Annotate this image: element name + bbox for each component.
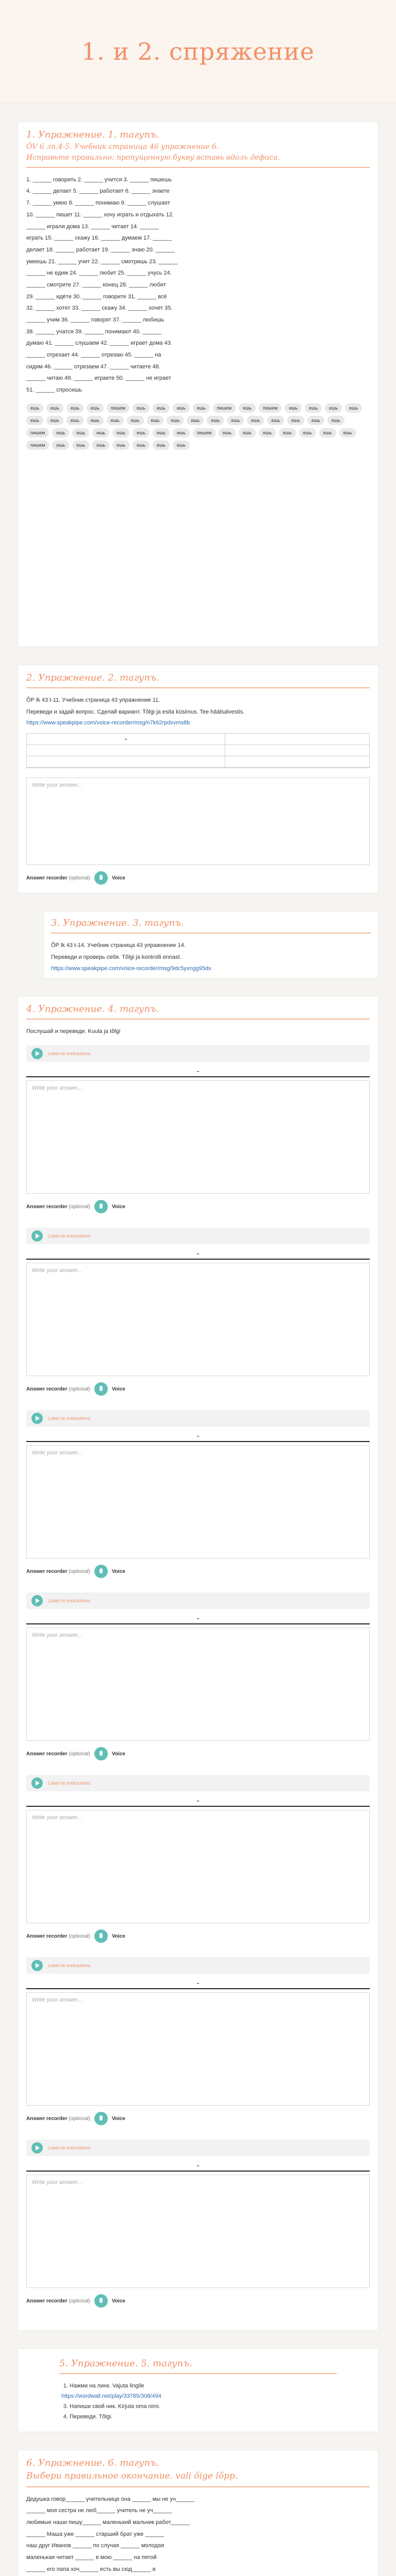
- play-icon[interactable]: [31, 1595, 43, 1606]
- answer-input[interactable]: Write your answer...: [26, 1628, 370, 1741]
- divider: [59, 2373, 337, 2374]
- voice-label: Voice: [111, 1933, 125, 1939]
- divider-line: [26, 1806, 370, 1807]
- text-line: ______ его папа хоч______ есть вы сюд______ в: [26, 2566, 156, 2572]
- dash-marker: -: [196, 2161, 200, 2171]
- word-chip[interactable]: ишь: [173, 403, 190, 413]
- word-chip[interactable]: ешь: [305, 403, 322, 413]
- step-link[interactable]: https://wordwall.net/play/33785/308/494: [61, 2393, 161, 2400]
- word-chip[interactable]: ешь: [239, 403, 256, 413]
- word-chip[interactable]: ешь: [193, 403, 210, 413]
- word-chip[interactable]: ешь: [112, 428, 129, 437]
- microphone-icon[interactable]: [94, 1747, 108, 1760]
- exercise-5-steps: [59, 2381, 337, 2422]
- exercise-6: [18, 2450, 378, 2576]
- word-chip[interactable]: ешь: [72, 440, 89, 450]
- answer-recorder: [26, 871, 370, 885]
- dash-marker: -: [196, 1067, 200, 1076]
- play-icon[interactable]: [31, 1413, 43, 1424]
- recorder-label-text: Answer recorder: [26, 1386, 68, 1392]
- exercise-6-text: [26, 2495, 370, 2576]
- exercise-4-blocks: [26, 1045, 370, 2308]
- recorder-label: [26, 1386, 90, 1392]
- exercise-1-subtitle-2: Исправьте правильно: пропущенную букву вставь вдоль дефиса.: [26, 153, 280, 162]
- table-row[interactable]: [27, 756, 369, 768]
- exercise-6-title: 6. Упражнение. 6. тагупъ.: [26, 2457, 159, 2468]
- play-icon[interactable]: [31, 1960, 43, 1971]
- audio-player: [26, 1228, 370, 1244]
- word-chip[interactable]: ешь: [339, 428, 356, 437]
- word-chip[interactable]: ешь: [325, 403, 342, 413]
- worksheet-content: [0, 103, 396, 2576]
- microphone-icon[interactable]: [94, 871, 108, 885]
- listening-block: [26, 2140, 370, 2308]
- exercise-3-instruction-2: Переведи и проверь себя. Tõlgi ja kontrolli ennast.: [51, 954, 182, 961]
- text-line: думаю 41. ______ слушаем 42. ______ играет дома 43.: [26, 340, 172, 347]
- word-chip[interactable]: ешь: [52, 428, 69, 437]
- word-chip[interactable]: ешь: [259, 428, 276, 437]
- step-item: 4. Переведи. Tõlgi.: [70, 2412, 337, 2422]
- recorder-optional: (optional): [69, 2115, 90, 2122]
- table-cell[interactable]: [27, 756, 225, 767]
- answer-input[interactable]: Write your answer...: [26, 2175, 370, 2288]
- dash-marker: -: [196, 1249, 200, 1259]
- listening-block: [26, 1045, 370, 1213]
- exercise-2-instruction-2: Переведи и задай вопрос. Сделай вариант. Tõlgi ja esita küsimus. Tee häälsalvestis.: [26, 708, 245, 715]
- recorder-label: [26, 875, 90, 881]
- recorder-label-text: Answer recorder: [26, 1568, 68, 1574]
- audio-player: [26, 2140, 370, 2156]
- recorder-label: [26, 1569, 90, 1574]
- recorder-label-text: Answer recorder: [26, 1933, 68, 1939]
- word-chip[interactable]: ешь: [46, 416, 63, 425]
- table-head-cell: -: [27, 734, 225, 744]
- listening-block: [26, 1957, 370, 2125]
- recorder-label-text: Answer recorder: [26, 875, 68, 881]
- answer-input[interactable]: Write your answer...: [26, 1263, 370, 1376]
- word-chip[interactable]: ешь: [219, 428, 236, 437]
- text-line: сидим 46. ______ отрезаем 47. ______ читаете 48.: [26, 363, 160, 370]
- table-head: [27, 734, 369, 745]
- audio-label: Listen to instructions: [48, 1598, 91, 1604]
- answer-recorder: [26, 2112, 370, 2125]
- text-line: делает 18. ______ работает 19. ______ знаю 20. ______: [26, 246, 175, 253]
- microphone-icon[interactable]: [94, 1200, 108, 1213]
- divider: [51, 933, 371, 934]
- text-line: играть 15. ______ скажу 16. ______ думаем 17. ______: [26, 235, 172, 242]
- word-chip[interactable]: ишь: [92, 428, 109, 437]
- dash-marker: -: [196, 1432, 200, 1441]
- text-line: ______ смотрите 27. ______ конец 28. ______ любит: [26, 281, 167, 288]
- recorder-optional: (optional): [69, 1933, 90, 1939]
- word-chip[interactable]: ешь: [52, 440, 69, 450]
- word-chip[interactable]: ишь: [285, 403, 302, 413]
- word-chip[interactable]: ишь: [187, 416, 204, 425]
- table-row[interactable]: [27, 745, 369, 756]
- audio-player: [26, 1410, 370, 1427]
- listening-block: [26, 1592, 370, 1760]
- text-line: ______ играли дома 13. ______ читает 14. ______: [26, 223, 159, 230]
- word-chip[interactable]: ешь: [26, 403, 43, 413]
- recorder-label-text: Answer recorder: [26, 1204, 68, 1210]
- audio-label: Listen to instructions: [48, 1051, 91, 1057]
- text-line: ______ учим 36. ______ говорят 37. ______ любишь: [26, 317, 164, 324]
- exercise-3-frame: [43, 911, 378, 978]
- listening-block: [26, 1410, 370, 1578]
- word-chip[interactable]: ешь: [133, 428, 150, 437]
- audio-player: [26, 1775, 370, 1791]
- table-head-cell-empty: [225, 734, 369, 744]
- exercise-4-title: 4. Упражнение. 4. тагупъ.: [26, 1003, 159, 1014]
- divider: [26, 687, 370, 688]
- exercise-2-instruction-1: ÕP lk 43 t-11. Учебник страница 43 упражнение 11.: [26, 697, 160, 703]
- word-chip[interactable]: ишь: [173, 428, 190, 437]
- text-line: ______ Маша уже ______ старший брат уже ______: [26, 2531, 164, 2537]
- recorder-label: [26, 1751, 90, 1757]
- text-line: 51. ______ спросишь: [26, 387, 82, 394]
- divider-line: [26, 1623, 370, 1624]
- answer-recorder: [26, 1382, 370, 1396]
- recorder-optional: (optional): [69, 2298, 90, 2304]
- voice-label: Voice: [111, 1568, 125, 1574]
- exercise-1-word-bank: [26, 403, 370, 450]
- text-line: наш друг Иванов ______ по случая ______ молодая: [26, 2543, 164, 2549]
- exercise-5: [18, 2348, 378, 2432]
- voice-label: Voice: [111, 875, 125, 881]
- voice-label: Voice: [111, 2298, 125, 2304]
- answer-input[interactable]: Write your answer...: [26, 1080, 370, 1194]
- divider-line: [26, 1259, 370, 1260]
- exercise-5-title: 5. Упражнение. 5. тагупъ.: [59, 2358, 192, 2369]
- play-icon[interactable]: [31, 1048, 43, 1059]
- page-header: [0, 0, 396, 103]
- text-line: ______ моя сестра не люб______ учитель не уч______: [26, 2507, 172, 2514]
- voice-label: Voice: [111, 1751, 125, 1757]
- text-line: умеешь 21. ______ учит 22. ______ смотришь 23. ______: [26, 258, 178, 265]
- word-chip[interactable]: ешь: [67, 416, 84, 425]
- word-chip[interactable]: ешь: [87, 403, 104, 413]
- word-chip[interactable]: ишь: [87, 416, 104, 425]
- play-icon[interactable]: [31, 2142, 43, 2154]
- recorder-label-text: Answer recorder: [26, 2115, 68, 2122]
- word-chip[interactable]: ешь: [167, 416, 184, 425]
- word-chip[interactable]: ешь: [345, 403, 362, 413]
- word-chip[interactable]: ешь: [279, 428, 296, 437]
- audio-label: Listen to instructions: [48, 1781, 91, 1786]
- exercise-3-instruction-1: ÕP lk 43 t-14. Учебник страница 43 упражнение 14.: [51, 942, 186, 949]
- divider: [26, 2486, 370, 2487]
- word-chip[interactable]: ешь: [173, 440, 190, 450]
- listening-block: [26, 1228, 370, 1396]
- text-line: Дедушка говор______ учительнице она ______ мы не уч______: [26, 2496, 195, 2502]
- text-line: 10. ______ пишет 11. ______ хочу играть и отдыхать 12.: [26, 211, 174, 218]
- recorder-optional: (optional): [69, 1568, 90, 1574]
- text-line: 32. ______ хотят 33. ______ скажу 34. ______ хочет 35.: [26, 305, 173, 312]
- answer-input[interactable]: Write your answer...: [26, 1992, 370, 2106]
- dash-marker: -: [196, 1979, 200, 1988]
- microphone-icon[interactable]: [94, 1382, 108, 1396]
- divider: [26, 1019, 370, 1020]
- recorder-optional: (optional): [69, 875, 90, 881]
- text-line: маленькая читает ______ в мою ______ на пятой: [26, 2554, 157, 2561]
- word-chip[interactable]: ешь: [207, 416, 224, 425]
- exercise-2: [18, 665, 378, 893]
- exercise-3: [18, 911, 378, 978]
- word-chip[interactable]: ешь: [67, 403, 84, 413]
- text-line: ______ не едим 24. ______ любит 25. ______ учусь 24.: [26, 270, 172, 277]
- word-chip[interactable]: ешь: [112, 440, 129, 450]
- word-chip[interactable]: ешь: [267, 416, 284, 425]
- word-chip[interactable]: ешь: [299, 428, 316, 437]
- word-chip[interactable]: пишем: [26, 440, 49, 450]
- word-chip[interactable]: ешь: [107, 416, 124, 425]
- recorder-label: [26, 1934, 90, 1939]
- recorder-optional: (optional): [69, 1204, 90, 1210]
- answer-recorder: [26, 2294, 370, 2308]
- table-cell[interactable]: [225, 756, 369, 767]
- word-chip[interactable]: пишем: [259, 403, 282, 413]
- word-chip[interactable]: ешь: [147, 416, 164, 425]
- recorder-label: [26, 2298, 90, 2304]
- word-chip[interactable]: ешь: [92, 440, 109, 450]
- text-line: 29. ______ идёте 30. ______ говорите 31. ______ всё: [26, 293, 167, 300]
- microphone-icon[interactable]: [94, 1929, 108, 1943]
- dash-marker: -: [196, 1614, 200, 1623]
- answer-recorder: [26, 1565, 370, 1578]
- dash-marker: -: [196, 1797, 200, 1806]
- word-chip[interactable]: ешь: [247, 416, 264, 425]
- exercise-1-subtitle-1: ÕV 6 лп.4-5. Учебник страница 46 упражнение 6.: [26, 143, 219, 151]
- word-chip[interactable]: ешь: [127, 416, 144, 425]
- text-line: 7. ______ умею 8. ______ понимаю 9. ______ слушает: [26, 200, 170, 207]
- word-chip[interactable]: ешь: [72, 428, 89, 437]
- divider: [26, 167, 370, 168]
- word-chip[interactable]: ешь: [133, 403, 150, 413]
- exercise-1-text: [26, 175, 370, 395]
- text-line: 38. ______ учатся 39. ______ понимают 40. ______: [26, 328, 161, 335]
- exercise-4: [18, 996, 378, 2331]
- text-line: ______ читаю 49. ______ играете 50. ______ не играет: [26, 375, 171, 382]
- word-chip[interactable]: ешь: [307, 416, 324, 425]
- divider-line: [26, 1441, 370, 1442]
- audio-label: Listen to instructions: [48, 1963, 91, 1969]
- word-chip[interactable]: пишем: [193, 428, 216, 437]
- audio-label: Listen to instructions: [48, 2145, 91, 2151]
- text-line: любимые наши пишу______ маленький мальчик работ______: [26, 2519, 190, 2526]
- exercise-3-title: 3. Упражнение. 3. тагупъ.: [51, 918, 184, 929]
- word-chip[interactable]: ишь: [153, 428, 170, 437]
- answer-recorder: [26, 1200, 370, 1213]
- table-cell[interactable]: [225, 745, 369, 756]
- word-chip[interactable]: ешь: [133, 440, 150, 450]
- exercise-1-title: 1. Упражнение. 1. тагупъ.: [26, 129, 159, 140]
- divider-line: [26, 1988, 370, 1989]
- audio-player: [26, 1045, 370, 1062]
- text-line: 4. ______ делает 5. ______ работает 6. ______ знаете: [26, 188, 170, 195]
- word-chip[interactable]: пишем: [213, 403, 236, 413]
- text-line: ______ отрезает 44. ______ отрезаю 45. ______ на: [26, 352, 161, 359]
- word-chip[interactable]: ешь: [319, 428, 336, 437]
- exercise-1: [18, 122, 378, 647]
- recorder-optional: (optional): [69, 1751, 90, 1757]
- text-line: 1. ______ говорить 2. ______ учится 3. ______ пишешь: [26, 176, 172, 183]
- word-chip[interactable]: ешь: [153, 440, 170, 450]
- audio-label: Listen to instructions: [48, 1416, 91, 1421]
- recorder-label: [26, 1204, 90, 1210]
- answer-recorder: [26, 1747, 370, 1760]
- word-chip[interactable]: ешь: [26, 416, 43, 425]
- exercise-2-link[interactable]: https://www.speakpipe.com/voice-recorder/msg/n7k62rpdxvms8b: [26, 720, 190, 726]
- play-icon[interactable]: [31, 1230, 43, 1242]
- word-chip[interactable]: ешь: [46, 403, 63, 413]
- word-chip[interactable]: ешь: [239, 428, 256, 437]
- exercise-2-table: [26, 733, 370, 768]
- word-chip[interactable]: ишь: [153, 403, 170, 413]
- exercise-4-instruction: Послушай и переведи. Kuula ja tõlgi: [26, 1028, 121, 1035]
- audio-player: [26, 1592, 370, 1609]
- voice-label: Voice: [111, 2115, 125, 2122]
- recorder-label: [26, 2116, 90, 2122]
- play-icon[interactable]: [31, 1777, 43, 1789]
- voice-label: Voice: [111, 1386, 125, 1392]
- divider-line: [26, 1076, 370, 1077]
- word-chip[interactable]: пишем: [107, 403, 129, 413]
- listening-block: [26, 1775, 370, 1943]
- answer-input[interactable]: Write your answer...: [26, 1810, 370, 1923]
- word-chip[interactable]: ешь: [227, 416, 244, 425]
- exercise-2-title: 2. Упражнение. 2. тагупъ.: [26, 672, 159, 683]
- divider-line: [26, 2171, 370, 2172]
- exercise-3-link[interactable]: https://www.speakpipe.com/voice-recorder/msg/9dc5yxngg95dx: [51, 965, 211, 972]
- voice-label: Voice: [111, 1204, 125, 1210]
- audio-label: Listen to instructions: [48, 1233, 91, 1239]
- microphone-icon[interactable]: [94, 1565, 108, 1578]
- table-cell[interactable]: [27, 745, 225, 756]
- step-item: 3. Напиши свой ник. Kirjuta oma nimi.: [70, 2402, 337, 2412]
- answer-input[interactable]: Write your answer...: [26, 1445, 370, 1558]
- microphone-icon[interactable]: [94, 2112, 108, 2125]
- recorder-label-text: Answer recorder: [26, 2298, 68, 2304]
- word-chip[interactable]: ешь: [287, 416, 304, 425]
- word-chip[interactable]: пишем: [26, 428, 49, 437]
- answer-input[interactable]: Write your answer...: [26, 777, 370, 865]
- word-chip[interactable]: ешь: [327, 416, 344, 425]
- step-item: 1. Нажми на линк. Vajuta lingile: [70, 2381, 337, 2392]
- audio-player: [26, 1957, 370, 1974]
- exercise-6-subtitle: Выбери правильное окончание. vali õige lõpp.: [26, 2470, 238, 2481]
- recorder-optional: (optional): [69, 1386, 90, 1392]
- recorder-label-text: Answer recorder: [26, 1751, 68, 1757]
- microphone-icon[interactable]: [94, 2294, 108, 2308]
- answer-recorder: [26, 1929, 370, 1943]
- page-title: 1. и 2. спряжение: [81, 37, 315, 65]
